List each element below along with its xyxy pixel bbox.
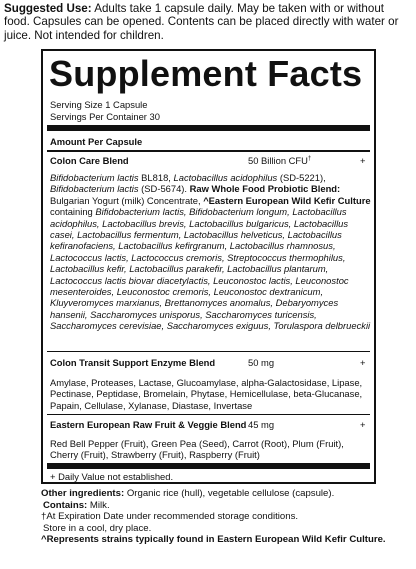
suggested-use-note — [4, 2, 412, 42]
serving-info — [50, 99, 160, 122]
ingredients-enzyme-blend: Amylase, Proteases, Lactase, Glucoamylase, alpha-Galactosidase, Lipase, Pectinase, Peptidase, Bromelain, Phytase, Hemicellulase, beta-Glucanase, Papain, Cellulase, Xylanase, Diastase, Invertase — [50, 377, 363, 411]
row-dv-colon-care: + — [360, 155, 366, 166]
other-ingredients-label: Other ingredients: — [41, 488, 125, 499]
row-dv-enzyme-blend: + — [360, 357, 366, 368]
contains-text: Milk. — [89, 499, 110, 511]
serving-size: Serving Size 1 Capsule — [50, 99, 148, 110]
bottom-notes — [41, 488, 413, 546]
servings-per-container: Servings Per Container 30 — [50, 110, 160, 122]
amount-per-capsule-header: Amount Per Capsule — [50, 136, 143, 147]
supplement-facts-panel — [41, 49, 376, 484]
strains-note — [41, 534, 413, 546]
other-ingredients-text: Organic rice (hull), vegetable cellulose (capsule). — [126, 488, 335, 499]
suggested-use-text: Adults take 1 capsule daily. May be taken with or without food. Capsules can be opened. Contents can be placed directly with water or juice. Not intended for children. — [4, 2, 399, 42]
row-name-enzyme-blend: Colon Transit Support Enzyme Blend — [50, 357, 216, 368]
panel-title: Supplement Facts — [49, 53, 363, 94]
row-divider — [47, 414, 370, 415]
row-amount-colon-care-value: 50 Billion CFU — [248, 155, 308, 166]
contains-line — [41, 500, 413, 512]
thick-divider — [47, 125, 370, 131]
ingredients-fruit-veggie: Red Bell Pepper (Fruit), Green Pea (Seed), Carrot (Root), Plum (Fruit), Cherry (Fruit), Strawberry (Fruit), Raspberry (Fruit) — [50, 438, 344, 461]
suggested-use-label: Suggested Use: — [4, 2, 92, 15]
other-ingredients — [41, 488, 413, 500]
header-divider — [47, 150, 370, 152]
row-divider — [47, 351, 370, 352]
daily-value-footnote: + Daily Value not established. — [50, 471, 174, 482]
thick-divider — [47, 463, 370, 469]
ingredients-colon-care: Bifidobacterium lactis BL818, Lactobacillus acidophilus (SD-5221), Bifidobacterium lactis (SD-5674). Raw Whole Food Probiotic Blend: Bulgarian Yogurt (milk) Concentrate, ^Eastern European Wild Kefir Culture containing Bifidobacterium lactis, Bifidobacterium longum, Lactobacillus acidophilus, Lactobacillus brevis, Lactobacillus bulgaricus, Lactobacillus casei, Lactobacillus fermentum, Lactobacillus helveticus, Lactobacillus kefiranofaciens, Lactobacillus kefirgranum, Lactobacillus rhamnosus, Lactococcus lactis, Lactococcus cremoris, Streptococcus thermophilus, Lactobacillus kefir, Lactobacillus parakefir, Lactobacillus plantarum, Lactococcus lactis biovar diacetylactis, Leuconostoc lactis, Leuconostoc mesenteroides, Leuconostoc cremoris, Leuconostoc dextranicum, Kluyveromyces marxianus, Brettanomyces anomalus, Debaryomyces hansenii, Saccharomyces unisporus, Saccharomyces turicensis, Saccharomyces cerevisiae, Saccharomyces exiguus, Torulaspora delbrueckii — [50, 172, 371, 332]
row-amount-enzyme-blend: 50 mg — [248, 357, 275, 368]
row-dv-fruit-veggie: + — [360, 419, 366, 430]
storage-note: Store in a cool, dry place. — [43, 522, 152, 534]
contains-label: Contains: — [43, 499, 88, 511]
row-amount-fruit-veggie: 45 mg — [248, 419, 275, 430]
row-amount-colon-care — [248, 155, 311, 166]
strains-note-text: ^Represents strains typically found in Eastern European Wild Kefir Culture. — [41, 534, 386, 546]
expiry-note: †At Expiration Date under recommended storage conditions. — [41, 511, 299, 523]
row-name-fruit-veggie: Eastern European Raw Fruit & Veggie Blend — [50, 419, 247, 430]
row-name-colon-care: Colon Care Blend — [50, 155, 129, 166]
dagger-mark: † — [307, 155, 312, 162]
